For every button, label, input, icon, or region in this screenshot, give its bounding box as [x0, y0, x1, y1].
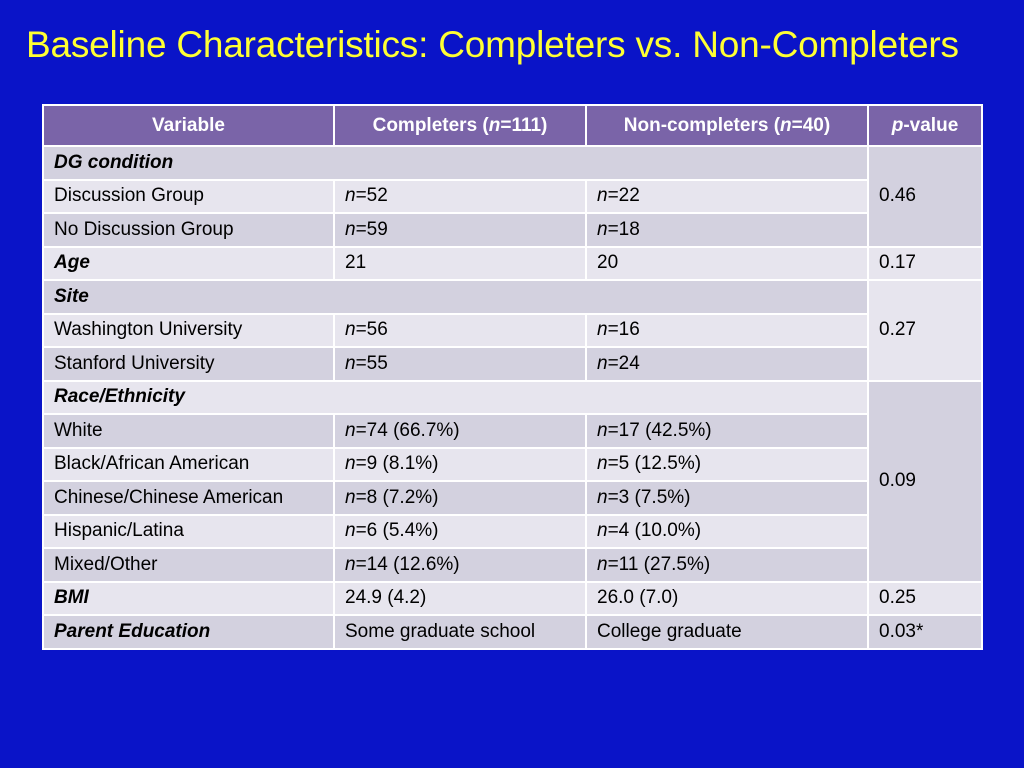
noncompleters-cell: n=22 — [586, 180, 868, 214]
row-label: Stanford University — [43, 347, 334, 381]
group-label-bmi: BMI — [43, 582, 334, 616]
group-label-age: Age — [43, 247, 334, 281]
completers-cell: n=52 — [334, 180, 586, 214]
header-row — [43, 105, 982, 146]
table-row — [43, 146, 982, 180]
completers-cell: 24.9 (4.2) — [334, 582, 586, 616]
table-row — [43, 548, 982, 582]
noncompleters-cell: n=4 (10.0%) — [586, 515, 868, 549]
completers-cell: n=6 (5.4%) — [334, 515, 586, 549]
noncompleters-cell: College graduate — [586, 615, 868, 649]
noncompleters-cell: n=18 — [586, 213, 868, 247]
header-pvalue: p-value — [868, 105, 982, 146]
table-row — [43, 347, 982, 381]
table-row — [43, 314, 982, 348]
pvalue-parent-education: 0.03* — [868, 615, 982, 649]
row-label: Black/African American — [43, 448, 334, 482]
table-row — [43, 280, 982, 314]
group-label-parent-education: Parent Education — [43, 615, 334, 649]
table-row — [43, 180, 982, 214]
table-row — [43, 381, 982, 415]
table-row — [43, 448, 982, 482]
row-label: Washington University — [43, 314, 334, 348]
table-row — [43, 481, 982, 515]
noncompleters-cell: n=17 (42.5%) — [586, 414, 868, 448]
slide-title: Baseline Characteristics: Completers vs. Non-Completers — [26, 24, 959, 65]
table-row — [43, 582, 982, 616]
header-noncompleters: Non-completers (n=40) — [586, 105, 868, 146]
completers-cell: n=55 — [334, 347, 586, 381]
completers-cell: n=74 (66.7%) — [334, 414, 586, 448]
group-label-race: Race/Ethnicity — [43, 381, 868, 415]
completers-cell: n=8 (7.2%) — [334, 481, 586, 515]
baseline-table — [42, 104, 983, 650]
header-completers: Completers (n=111) — [334, 105, 586, 146]
noncompleters-cell: n=16 — [586, 314, 868, 348]
pvalue-dg: 0.46 — [868, 146, 982, 247]
pvalue-age: 0.17 — [868, 247, 982, 281]
noncompleters-cell: 20 — [586, 247, 868, 281]
completers-cell: Some graduate school — [334, 615, 586, 649]
table-row — [43, 247, 982, 281]
noncompleters-cell: n=24 — [586, 347, 868, 381]
table-row — [43, 213, 982, 247]
pvalue-site: 0.27 — [868, 280, 982, 381]
noncompleters-cell: n=11 (27.5%) — [586, 548, 868, 582]
completers-cell: n=9 (8.1%) — [334, 448, 586, 482]
group-label-site: Site — [43, 280, 868, 314]
row-label: White — [43, 414, 334, 448]
row-label: Chinese/Chinese American — [43, 481, 334, 515]
row-label: Mixed/Other — [43, 548, 334, 582]
group-label-dg: DG condition — [43, 146, 868, 180]
row-label: Hispanic/Latina — [43, 515, 334, 549]
header-variable: Variable — [43, 105, 334, 146]
table-row — [43, 515, 982, 549]
completers-cell: n=56 — [334, 314, 586, 348]
completers-cell: n=59 — [334, 213, 586, 247]
noncompleters-cell: n=3 (7.5%) — [586, 481, 868, 515]
table-row — [43, 615, 982, 649]
pvalue-race: 0.09 — [868, 381, 982, 582]
row-label: No Discussion Group — [43, 213, 334, 247]
noncompleters-cell: 26.0 (7.0) — [586, 582, 868, 616]
completers-cell: n=14 (12.6%) — [334, 548, 586, 582]
table-row — [43, 414, 982, 448]
completers-cell: 21 — [334, 247, 586, 281]
noncompleters-cell: n=5 (12.5%) — [586, 448, 868, 482]
pvalue-bmi: 0.25 — [868, 582, 982, 616]
row-label: Discussion Group — [43, 180, 334, 214]
